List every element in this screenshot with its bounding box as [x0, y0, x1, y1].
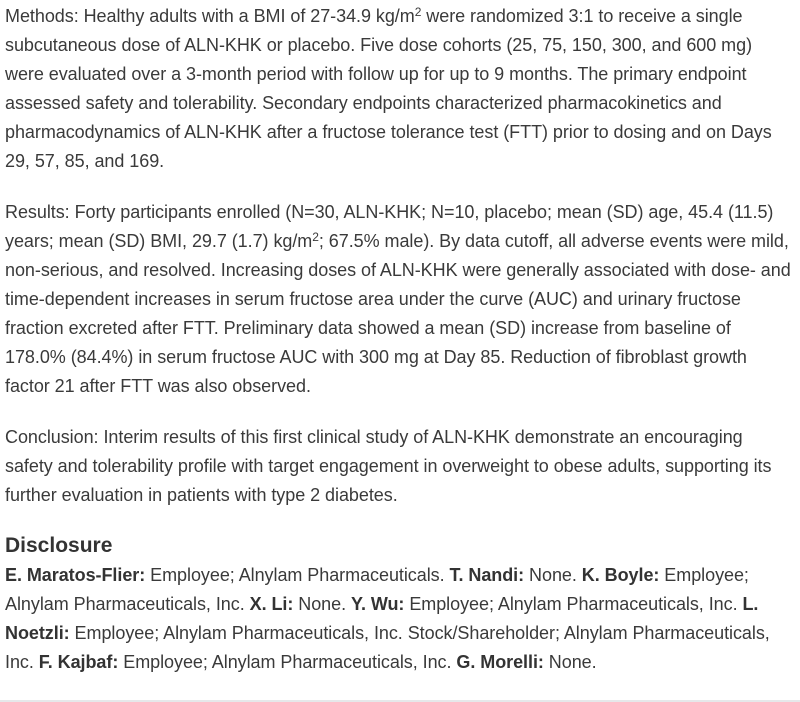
disclosure-statement: None. [543, 652, 597, 672]
disclosure-statement: None. [524, 565, 582, 585]
results-paragraph [5, 198, 795, 401]
methods-text-a: Methods: Healthy adults with a BMI of 27-34.9 kg/m [5, 6, 415, 26]
disclosure-statement: Employee; Alnylam Pharmaceuticals, Inc. [5, 565, 749, 614]
disclosure-author: Y. Wu: [351, 594, 405, 614]
methods-text-b: were randomized 3:1 to receive a single subcutaneous dose of ALN-KHK or placebo. Five dose cohorts (25, 75, 150, 300, and 600 mg) were evaluated over a 3-month period with follow up for up to 9 months. The primary endpoint assessed safety and tolerability. Secondary endpoints characterized pharmacokinetics and pharmacodynamics of ALN-KHK after a fructose tolerance test (FTT) prior to dosing and on Days 29, 57, 85, and 169. [5, 6, 772, 171]
methods-superscript: 2 [414, 5, 422, 19]
conclusion-paragraph [5, 423, 795, 510]
disclosure-author: K. Boyle: [581, 565, 660, 585]
disclosure-heading: Disclosure [5, 534, 113, 557]
disclosure-paragraph [5, 561, 795, 677]
disclosure-author: F. Kajbaf: [38, 652, 119, 672]
disclosure-author: L. Noetzli: [5, 594, 759, 643]
results-text-a: Results: Forty participants enrolled (N=30, ALN-KHK; N=10, placebo; mean (SD) age, 45.4 (11.5) years; mean (SD) BMI, 29.7 (1.7) kg/m [5, 202, 774, 251]
results-text-b: ; 67.5% male). By data cutoff, all adverse events were mild, non-serious, and resolved. Increasing doses of ALN-KHK were generally associated with dose- and time-dependent increases in serum fructose area under the curve (AUC) and urinary fructose fraction excreted after FTT. Preliminary data showed a mean (SD) increase from baseline of 178.0% (84.4%) in serum fructose AUC with 300 mg at Day 85. Reduction of fibroblast growth factor 21 after FTT was also observed. [5, 231, 791, 396]
abstract-body [5, 0, 795, 677]
methods-paragraph [5, 0, 795, 176]
disclosure-author: X. Li: [249, 594, 294, 614]
disclosure-statement: Employee; Alnylam Pharmaceuticals, Inc. [118, 652, 457, 672]
disclosure-statement: Employee; Alnylam Pharmaceuticals, Inc. [404, 594, 743, 614]
disclosure-author: T. Nandi: [449, 565, 525, 585]
disclosure-statement: Employee; Alnylam Pharmaceuticals. [145, 565, 450, 585]
conclusion-text: Conclusion: Interim results of this first clinical study of ALN-KHK demonstrate an encouraging safety and tolerability profile with target engagement in overweight to obese adults, supporting its further evaluation in patients with type 2 diabetes. [5, 427, 772, 505]
disclosure-author: G. Morelli: [456, 652, 544, 672]
disclosure-statement: None. [293, 594, 351, 614]
disclosure-statement: Employee; Alnylam Pharmaceuticals, Inc. Stock/Shareholder; Alnylam Pharmaceuticals, Inc. [5, 623, 770, 672]
results-superscript: 2 [312, 230, 319, 244]
disclosure-author: E. Maratos-Flier: [5, 565, 146, 585]
